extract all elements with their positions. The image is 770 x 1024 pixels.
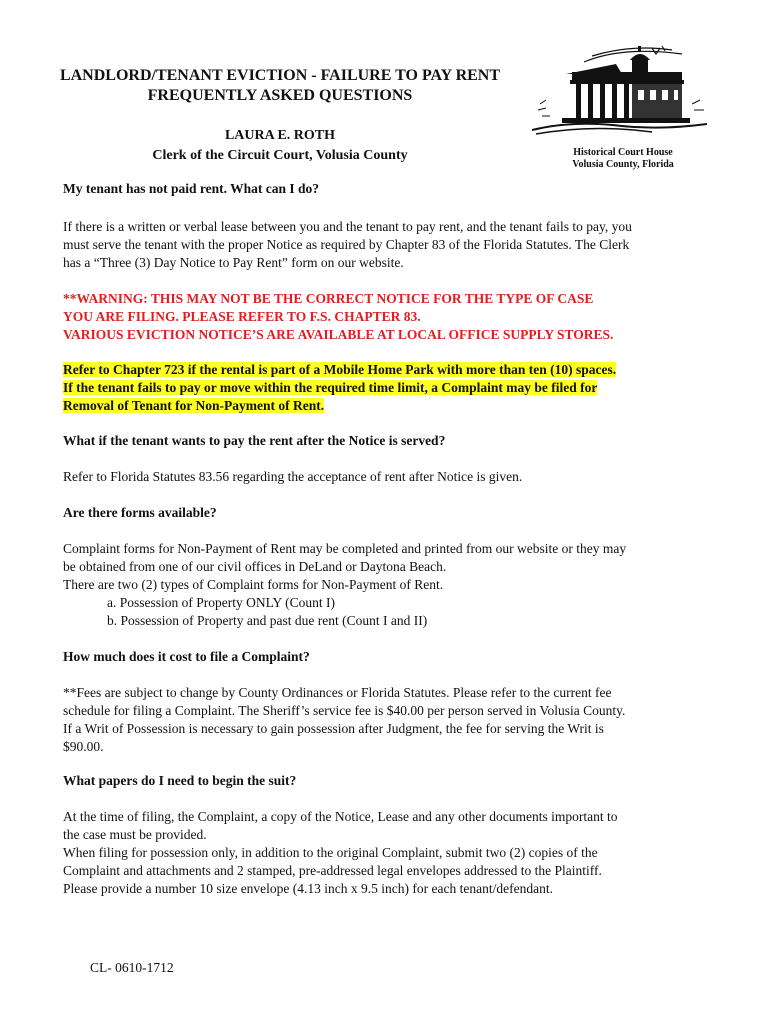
paragraph-line: If there is a written or verbal lease between you and the tenant to pay rent, and the tenant fails to pay, you: [63, 219, 632, 234]
paragraph-line: must serve the tenant with the proper Notice as required by Chapter 83 of the Florida Statutes. The Clerk: [63, 237, 630, 252]
form-code: CL- 0610-1712: [90, 960, 174, 975]
document-subtitle: FREQUENTLY ASKED QUESTIONS: [147, 87, 413, 104]
logo-caption: Historical Court House: [573, 147, 673, 158]
list-item: b. Possession of Property and past due rent (Count I and II): [107, 613, 428, 628]
warning-line: YOU ARE FILING. PLEASE REFER TO F.S. CHAPTER 83.: [63, 309, 421, 324]
paragraph-line: At the time of filing, the Complaint, a copy of the Notice, Lease and any other documents important to: [63, 809, 618, 824]
highlighted-note: If the tenant fails to pay or move within the required time limit, a Complaint may be filed for: [63, 380, 598, 395]
paragraph-line: Refer to Florida Statutes 83.56 regarding the acceptance of rent after Notice is given.: [63, 469, 523, 484]
paragraph-line: the case must be provided.: [63, 827, 207, 842]
clerk-name: LAURA E. ROTH: [224, 128, 336, 143]
paragraph-line: **Fees are subject to change by County Ordinances or Florida Statutes. Please refer to the current fee: [63, 685, 612, 700]
paragraph-line: be obtained from one of our civil offices in DeLand or Daytona Beach.: [63, 559, 447, 574]
paragraph-line: Please provide a number 10 size envelope (4.13 inch x 9.5 inch) for each tenant/defendant.: [63, 881, 553, 896]
paragraph-line: Complaint and attachments and 2 stamped, pre-addressed legal envelopes addressed to the Plaintiff.: [63, 863, 602, 878]
question-heading: What if the tenant wants to pay the rent after the Notice is served?: [63, 433, 446, 448]
courthouse-logo-icon: [532, 44, 707, 136]
warning-line: VARIOUS EVICTION NOTICE’S ARE AVAILABLE AT LOCAL OFFICE SUPPLY STORES.: [63, 327, 614, 342]
paragraph-line: If a Writ of Possession is necessary to gain possession after Judgment, the fee for serving the Writ is: [63, 721, 604, 736]
paragraph-line: schedule for filing a Complaint. The Sheriff’s service fee is $40.00 per person served in Volusia County.: [63, 703, 626, 718]
paragraph-line: $90.00.: [63, 739, 104, 754]
warning-line: **WARNING: THIS MAY NOT BE THE CORRECT NOTICE FOR THE TYPE OF CASE: [63, 291, 594, 306]
highlighted-note: Removal of Tenant for Non-Payment of Rent.: [63, 398, 325, 413]
question-heading: What papers do I need to begin the suit?: [63, 773, 297, 788]
clerk-title: Clerk of the Circuit Court, Volusia County: [152, 148, 408, 163]
question-heading: My tenant has not paid rent. What can I do?: [63, 181, 320, 196]
question-heading: How much does it cost to file a Complaint?: [63, 649, 310, 664]
highlighted-note: Refer to Chapter 723 if the rental is part of a Mobile Home Park with more than ten (10) spaces.: [63, 362, 617, 377]
logo-caption-location: Volusia County, Florida: [572, 159, 674, 170]
question-heading: Are there forms available?: [63, 505, 217, 520]
paragraph-line: has a “Three (3) Day Notice to Pay Rent” form on our website.: [63, 255, 404, 270]
paragraph-line: Complaint forms for Non-Payment of Rent may be completed and printed from our website or they may: [63, 541, 627, 556]
list-item: a. Possession of Property ONLY (Count I): [107, 595, 336, 610]
paragraph-line: When filing for possession only, in addition to the original Complaint, submit two (2) copies of the: [63, 845, 598, 860]
paragraph-line: There are two (2) types of Complaint forms for Non-Payment of Rent.: [63, 577, 444, 592]
document-title: LANDLORD/TENANT EVICTION - FAILURE TO PAY RENT: [59, 67, 501, 84]
